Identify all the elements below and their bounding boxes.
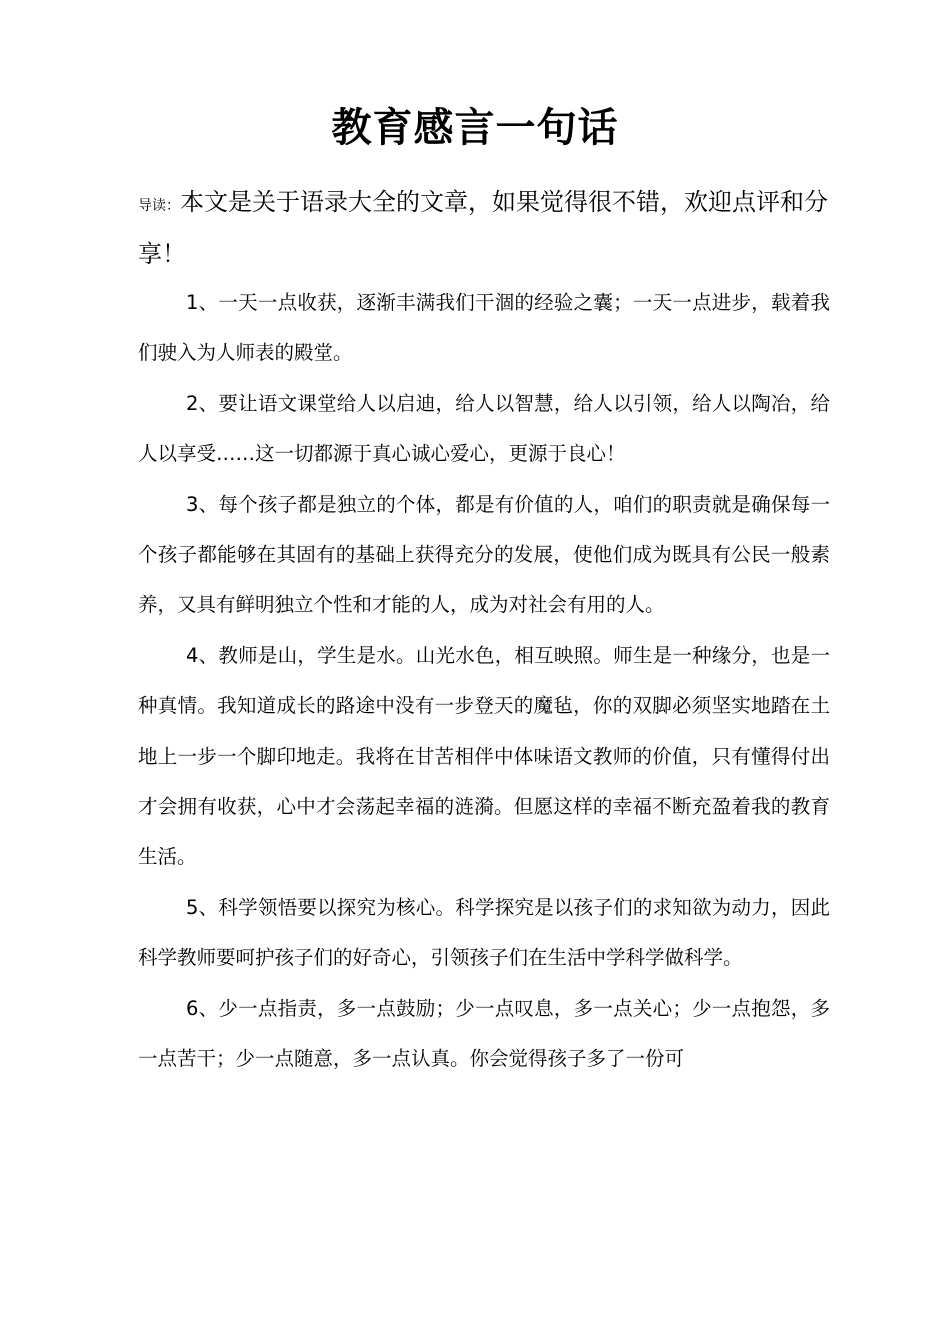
quote-paragraph-1: 1、一天一点收获，逐渐丰满我们干涸的经验之囊；一天一点进步，载着我们驶入为人师表的殿堂。	[138, 291, 830, 365]
quote-paragraph-4: 4、教师是山，学生是水。山光水色，相互映照。师生是一种缘分，也是一种真情。我知道成长的路途中没有一步登天的魔毡，你的双脚必须坚实地踏在土地上一步一个脚印地走。我将在甘苦相伴中体味语文教师的价值，只有懂得付出才会拥有收获，心中才会荡起幸福的涟漪。但愿这样的幸福不断充盈着我的教育生活。	[138, 643, 830, 869]
document-title: 教育感言一句话	[331, 105, 619, 151]
intro-text: 本文是关于语录大全的文章，如果觉得很不错，欢迎点评和分享！	[138, 188, 828, 268]
document-body	[138, 278, 830, 1085]
quote-paragraph-3: 3、每个孩子都是独立的个体，都是有价值的人，咱们的职责就是确保每一个孩子都能够在其固有的基础上获得充分的发展，使他们成为既具有公民一般素养，又具有鲜明独立个性和才能的人，成为对社会有用的人。	[138, 492, 830, 617]
quote-paragraph-2: 2、要让语文课堂给人以启迪，给人以智慧，给人以引领，给人以陶冶，给人以享受……这一切都源于真心诚心爱心，更源于良心！	[138, 391, 830, 466]
intro-lead-label: 导读：	[138, 198, 180, 214]
intro-paragraph	[138, 178, 828, 278]
quote-paragraph-5: 5、科学领悟要以探究为核心。科学探究是以孩子们的求知欲为动力，因此科学教师要呵护孩子们的好奇心，引领孩子们在生活中学科学做科学。	[138, 895, 830, 970]
quote-paragraph-6: 6、少一点指责，多一点鼓励；少一点叹息，多一点关心；少一点抱怨，多一点苦干；少一点随意，多一点认真。你会觉得孩子多了一份可	[138, 996, 830, 1071]
